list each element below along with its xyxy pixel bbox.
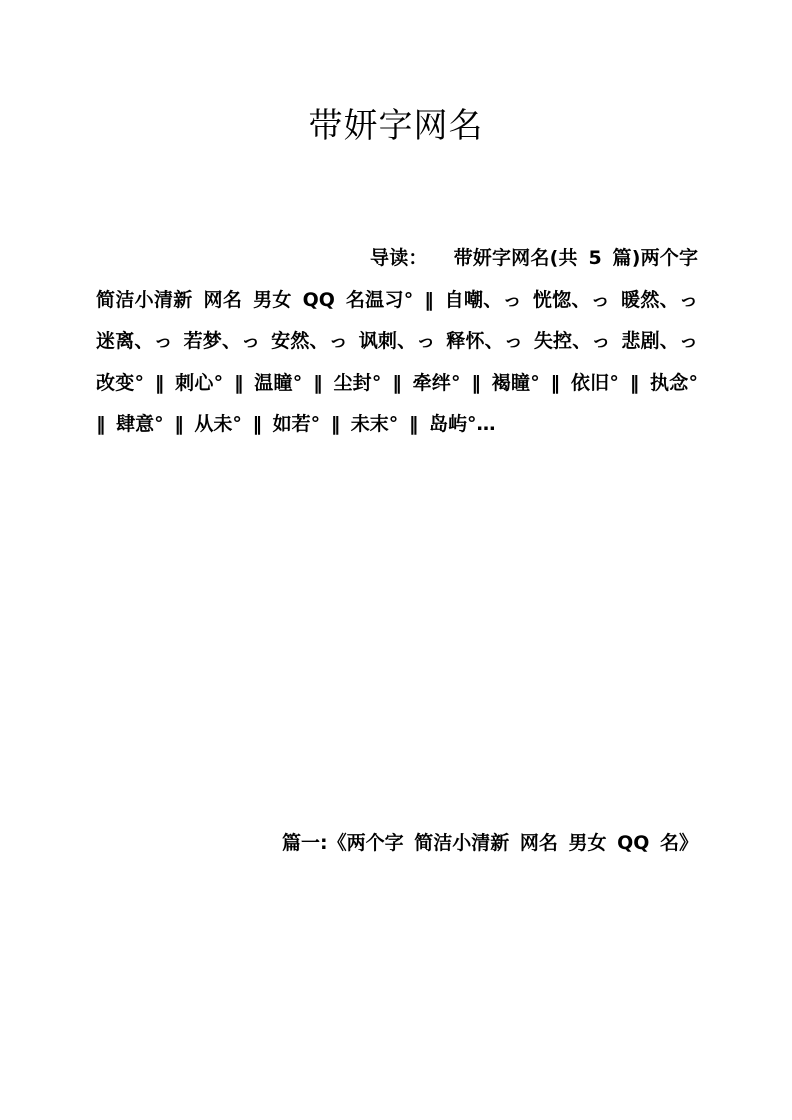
document-title: 带妍字网名 <box>308 106 484 146</box>
intro-paragraph <box>96 238 698 446</box>
intro-text: 带妍字网名(共 5 篇)两个字 简洁小清新 网名 男女 QQ 名温习° ‖ 自嘲、っ 恍惚、っ 暖然、っ 迷离、っ 若梦、っ 安然、っ 讽刺、っ 释怀、っ 失控、っ 悲剧、っ 改变° ‖ 刺心° ‖ 温瞳° ‖ 尘封° ‖ 牵绊° ‖ 褐瞳° ‖ 依旧° ‖ 执念° ‖ 肆意° ‖ 从未° ‖ 如若° ‖ 未末° ‖ 岛屿°… <box>96 247 698 435</box>
intro-label: 导读： <box>370 247 428 269</box>
chapter-heading: 篇一:《两个字 简洁小清新 网名 男女 QQ 名》 <box>282 832 698 854</box>
